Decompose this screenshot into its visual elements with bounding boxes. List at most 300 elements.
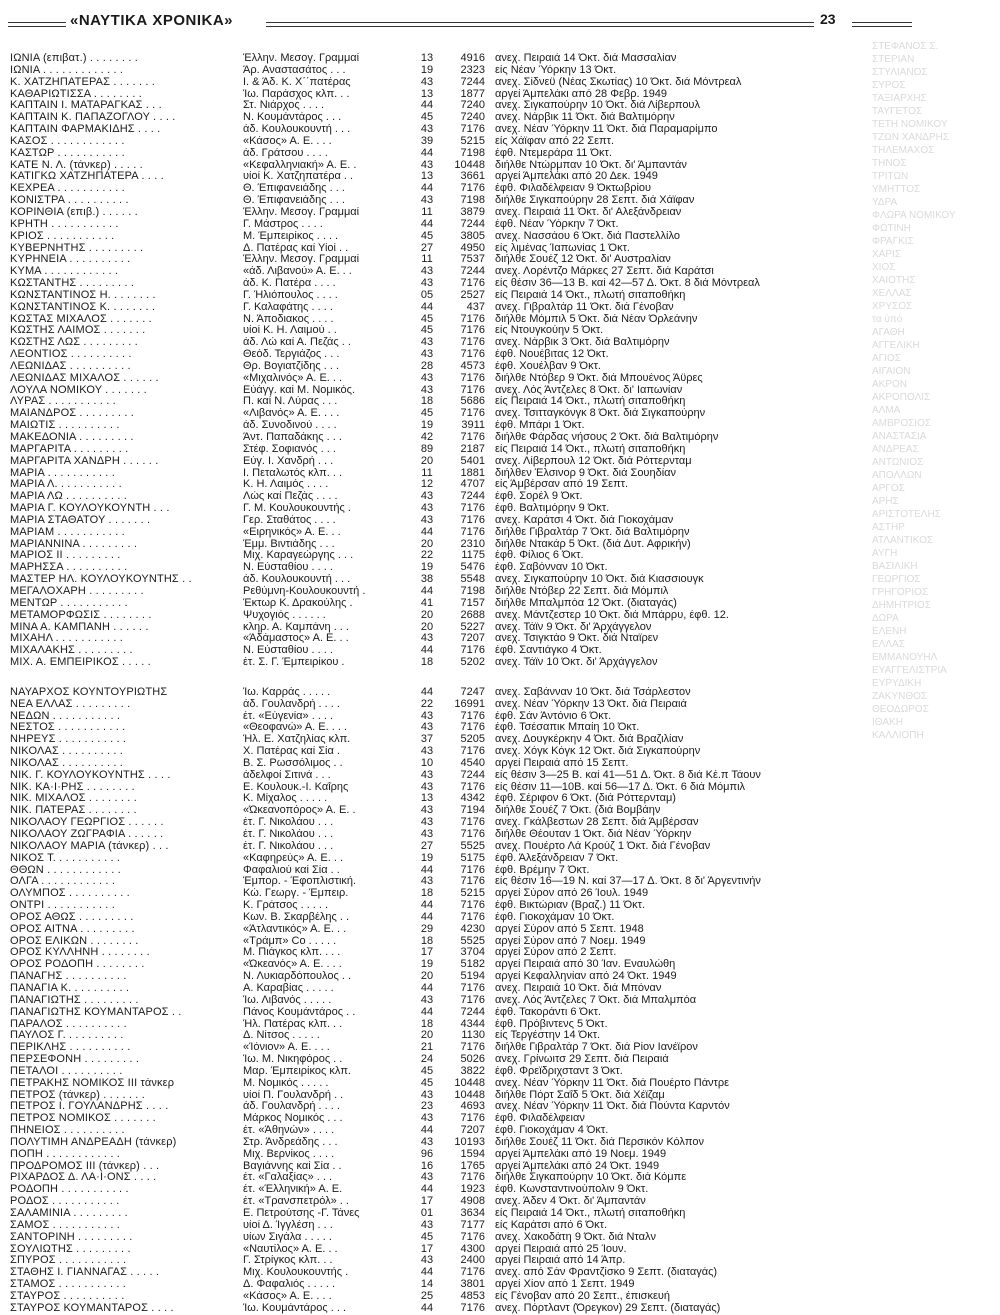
voyage-status: ανεχ. Λός Άντζελες 8 Όκτ. δι' Ιαπωνίαν bbox=[495, 384, 683, 396]
tonnage: 7176 bbox=[460, 1172, 485, 1184]
voyage-status: έφθ. Σαβόνναν 10 Όκτ. bbox=[495, 562, 608, 574]
tonnage: 7176 bbox=[460, 372, 485, 384]
owner-name: έτ. «Άθηνών» . . . . bbox=[243, 1125, 335, 1137]
flag-code: 44 bbox=[420, 1267, 434, 1279]
owner-name: Ίω. Μ. Νικηφόρος . . bbox=[243, 1054, 343, 1066]
flag-code: 19 bbox=[420, 64, 434, 76]
flag-code: 43 bbox=[420, 337, 434, 349]
ship-name: ΙΩΝΙΑ (επιβατ.) . . . . . . . . bbox=[10, 53, 138, 64]
owner-name: Ε. Πετρούτσης -Γ. Τάνες bbox=[243, 1208, 360, 1219]
voyage-status: ανεχ. από Σάν Φραντζίσκο 9 Σεπτ. (διαταγάς) bbox=[495, 1267, 718, 1279]
flag-code: 24 bbox=[420, 1054, 434, 1066]
tonnage: 7198 bbox=[460, 585, 485, 597]
bleed-line: ΤΗΛΕΜΑΧΟΣ bbox=[872, 145, 935, 156]
voyage-status: διήλθε Πόρτ Σαΐδ 5 Όκτ. διά Χέϊζαμ bbox=[495, 1089, 665, 1101]
tonnage: 7176 bbox=[460, 503, 485, 515]
owner-name: Ίω. Παράσχος κλπ. . . bbox=[243, 88, 350, 100]
tonnage: 3661 bbox=[460, 171, 485, 183]
table-row bbox=[10, 136, 890, 148]
flag-code: 05 bbox=[420, 289, 434, 301]
owner-name: «Ειρηνικός» Α. Ε. . . bbox=[243, 526, 341, 538]
owner-name: «Κάσος» Α. Ε. . . . bbox=[243, 135, 332, 147]
ship-name: ΚΥΡΗΝΕΙΑ . . . . . . . . . . bbox=[10, 254, 131, 266]
table-row bbox=[10, 468, 890, 480]
tonnage: 5175 bbox=[460, 852, 485, 864]
voyage-status: έφθ. Φιλαδέλφειαν bbox=[495, 1113, 585, 1125]
ship-name: ΝΙΚ. Γ. ΚΟΥΛΟΥΚΟΥΝΤΗΣ . . . . bbox=[10, 769, 171, 781]
tonnage: 7207 bbox=[460, 633, 485, 645]
tonnage: 7176 bbox=[460, 911, 485, 923]
tonnage: 7176 bbox=[460, 313, 485, 325]
voyage-status: διήλθε Σιγκαπούρην 28 Σεπτ. διά Χάϊφαν bbox=[495, 195, 695, 207]
flag-code: 45 bbox=[420, 313, 434, 325]
owner-name: Γ. Μ. Κουλουκουντής . bbox=[243, 503, 351, 515]
voyage-status: έφθ. Νουέβιτας 12 Όκτ. bbox=[495, 349, 609, 361]
flag-code: 42 bbox=[420, 432, 434, 443]
bleed-line: ΓΡΗΓΟΡΙΟΣ bbox=[872, 587, 929, 598]
table-row bbox=[10, 160, 890, 172]
ship-name: ΚΩΣΤΗΣ ΛΩΣ . . . . . . . . . bbox=[10, 337, 138, 349]
table-row bbox=[10, 841, 890, 853]
table-row bbox=[10, 77, 890, 89]
owner-name: Ν. Κουμάντάρος . . . bbox=[243, 112, 342, 124]
owner-name: Στ. Νιάρχος . . . . bbox=[243, 100, 325, 112]
flag-code: 13 bbox=[420, 793, 434, 805]
flag-code: 13 bbox=[420, 53, 434, 64]
voyage-status: έφθ. Γιοκοχάμαν 10 Όκτ. bbox=[495, 911, 615, 923]
ship-name: ΠΑΝΑΓΗΣ . . . . . . . . . . bbox=[10, 971, 127, 983]
tonnage: 7157 bbox=[460, 597, 485, 609]
ship-name: ΜΑΡΓΑΡΙΤΑ ΧΑΝΔΡΗ . . . . . . bbox=[10, 455, 159, 467]
ship-name: ΚΑΠΤΑΙΝ ΦΑΡΜΑΚΙΔΗΣ . . . . bbox=[10, 124, 161, 136]
tonnage: 4707 bbox=[460, 479, 485, 491]
flag-code: 45 bbox=[420, 1077, 434, 1089]
ship-name: ΟΡΟΣ ΑΘΩΣ . . . . . . . . . bbox=[10, 911, 134, 923]
ship-name: ΠΑΡΑΛΟΣ . . . . . . . . . . bbox=[10, 1018, 127, 1030]
ship-name: ΜΕΝΤΩΡ . . . . . . . . . . . bbox=[10, 597, 128, 609]
table-row bbox=[10, 1232, 890, 1244]
bleed-line: ΤΗΝΟΣ bbox=[872, 158, 907, 169]
voyage-status: ανεχ. Άδεν 4 Όκτ. δι' Άμπαντάν bbox=[495, 1196, 646, 1208]
voyage-status: ανεχ. Σίδνεϋ (Νέας Σκωτίας) 10 Όκτ. διά Μόντρεαλ bbox=[495, 76, 742, 88]
ship-name: ΠΕΤΡΟΣ ΝΟΜΙΚΟΣ . . . . . . . bbox=[10, 1113, 156, 1125]
ship-name: ΠΑΥΛΟΣ Γ. . . . . . . . . . bbox=[10, 1030, 124, 1042]
ship-name: ΝΙΚΟΛΑΟΥ ΓΕΩΡΓΙΟΣ . . . . . . bbox=[10, 817, 164, 829]
table-row bbox=[10, 503, 890, 515]
table-row bbox=[10, 734, 890, 746]
bleed-line: ΤΕΤΗ ΝΟΜΙΚΟΥ bbox=[872, 119, 948, 130]
owner-name: έτ. «Έλληνική» Α. Ε. bbox=[243, 1184, 343, 1196]
flag-code: 43 bbox=[420, 76, 434, 88]
flag-code: 43 bbox=[420, 781, 434, 793]
header-rule-left bbox=[8, 22, 66, 27]
owner-name: Έκτωρ Κ. Δρακούλης . bbox=[243, 597, 353, 609]
owner-name: Μ. Έμπειρίκος . . . . bbox=[243, 230, 339, 242]
tonnage: 7176 bbox=[460, 781, 485, 793]
ship-name: ΠΕΤΑΛΟΙ . . . . . . . . . . bbox=[10, 1065, 123, 1077]
tonnage: 7176 bbox=[460, 1267, 485, 1279]
table-row bbox=[10, 278, 890, 290]
voyage-status: αργεί Άμπελάκι από 19 Νοεμ. 1949 bbox=[495, 1148, 667, 1160]
bleed-line: ΦΡΑΓΚΙΣ bbox=[872, 236, 914, 247]
ship-name: ΛΕΟΝΤΙΟΣ . . . . . . . . . . bbox=[10, 349, 132, 361]
table-row bbox=[10, 888, 890, 900]
tonnage: 7537 bbox=[460, 254, 485, 266]
voyage-status: έφθ. Ντεμεράρα 11 Όκτ. bbox=[495, 147, 612, 159]
tonnage: 2323 bbox=[460, 64, 485, 76]
ship-name: ΜΙΧΑΛΑΚΗΣ . . . . . . . . . bbox=[10, 645, 133, 657]
voyage-status: αργεί Χίον από 1 Σεπτ. 1949 bbox=[495, 1279, 635, 1291]
owner-name: Μ. Νομικός . . . . . bbox=[243, 1077, 329, 1089]
bleed-line: ΑΙΓΑΙΟΝ bbox=[872, 366, 911, 377]
tonnage: 7176 bbox=[460, 982, 485, 994]
ship-name: ΚΑΣΟΣ . . . . . . . . . . . . bbox=[10, 135, 125, 147]
bleed-line: ΧΡΥΣΟΣ bbox=[872, 301, 913, 312]
tonnage: 7176 bbox=[460, 1042, 485, 1054]
voyage-status: ανεχ. Νάρβικ 11 Όκτ. διά Βαλτιμόρην bbox=[495, 112, 675, 124]
table-row bbox=[10, 444, 890, 456]
bleed-line: ΕΥΡΥΔΙΚΗ bbox=[872, 678, 922, 689]
flag-code: 43 bbox=[420, 829, 434, 840]
tonnage: 7176 bbox=[460, 994, 485, 1006]
tonnage: 1877 bbox=[460, 88, 485, 100]
flag-code: 20 bbox=[420, 538, 434, 550]
voyage-status: ανεχ. Πειραιά 11 Όκτ. δι' Αλεξάνδρειαν bbox=[495, 206, 682, 218]
tonnage: 3805 bbox=[460, 230, 485, 242]
flag-code: 01 bbox=[420, 1208, 434, 1219]
bleed-line: ΑΚΡΟΝ bbox=[872, 379, 908, 390]
voyage-status: ανεχ. Τσιτταγκόνγκ 8 Όκτ. διά Σιγκαπούρην bbox=[495, 408, 706, 420]
voyage-status: ανεχ. Τάϊν 10 Όκτ. δι' Άρχάγγελον bbox=[495, 657, 658, 669]
table-row bbox=[10, 770, 890, 782]
owner-name: άδ. Λώ καί Α. Πεζάς . . bbox=[243, 337, 351, 349]
owner-name: Ν. Άποδιακος . . . . bbox=[243, 313, 334, 325]
flag-code: 18 bbox=[420, 1018, 434, 1030]
tonnage: 7176 bbox=[460, 829, 485, 840]
flag-code: 43 bbox=[420, 514, 434, 526]
tonnage: 10448 bbox=[454, 1077, 485, 1089]
owner-name: Ήλ. Πατέρας κλπ. . . bbox=[243, 1018, 343, 1030]
tonnage: 4342 bbox=[460, 793, 485, 805]
ship-name: ΜΙΧΑΗΛ . . . . . . . . . . . bbox=[10, 633, 124, 645]
owner-name: έτ. «Γαλαξίας» . . . bbox=[243, 1172, 333, 1184]
owner-name: Γερ. Σταθάτος . . . . bbox=[243, 514, 336, 526]
tonnage: 5202 bbox=[460, 657, 485, 669]
flag-code: 43 bbox=[420, 876, 434, 888]
voyage-status: είς Πειραιά 14 Όκτ., πλωτή σιταποθήκη bbox=[495, 443, 686, 455]
voyage-status: είς Ντουγκούην 5 Όκτ. bbox=[495, 325, 604, 337]
table-row bbox=[10, 900, 890, 912]
voyage-status: ανεχ. Σιγκαπούρην 10 Όκτ. διά Κιασσιουγκ bbox=[495, 574, 704, 586]
table-row bbox=[10, 1066, 890, 1078]
ship-name: ΚΩΣΤΑΣ ΜΙΧΑΛΟΣ . . . . . . . bbox=[10, 313, 152, 325]
flag-code: 43 bbox=[420, 1089, 434, 1101]
flag-code: 22 bbox=[420, 698, 434, 710]
voyage-status: είς θέσιν 16—19 Ν. καί 37—17 Δ. Όκτ. 8 δι' Άργεντινήν bbox=[495, 876, 761, 888]
table-row bbox=[10, 746, 890, 758]
ship-name: ΣΑΛΑΜΙΝΙΑ . . . . . . . . . bbox=[10, 1208, 128, 1219]
flag-code: 43 bbox=[420, 124, 434, 136]
table-row bbox=[10, 817, 890, 829]
bleed-line: ΦΩΤΙΝΗ bbox=[872, 223, 911, 234]
table-row bbox=[10, 1161, 890, 1173]
owner-name: Στρ. Άνδρεάδης . . . bbox=[243, 1136, 338, 1148]
page-number: 23 bbox=[820, 11, 836, 27]
tonnage: 7244 bbox=[460, 1006, 485, 1018]
voyage-status: έφθ. Νέαν Ύόρκην 7 Όκτ. bbox=[495, 218, 619, 230]
voyage-status: είς Νέαν Ύόρκην 13 Όκτ. bbox=[495, 64, 617, 76]
voyage-status: έφθ. Βαλτιμόρην 9 Όκτ. bbox=[495, 503, 610, 515]
voyage-status: αργεί Κεφαλληνίαν από 24 Όκτ. 1949 bbox=[495, 971, 677, 983]
flag-code: 44 bbox=[420, 982, 434, 994]
tonnage: 7176 bbox=[460, 325, 485, 337]
owner-name: Εύγ. Ι. Χανδρή . . . bbox=[243, 455, 334, 467]
owner-name: Ν. Λυκιαρδόπουλος . . bbox=[243, 971, 352, 983]
ship-name: ΠΕΤΡΑΚΗΣ ΝΟΜΙΚΟΣ ΙΙΙ τάνκερ bbox=[10, 1077, 175, 1089]
ship-name: ΠΑΝΑΓΙΑ Κ. . . . . . . . . . bbox=[10, 982, 130, 994]
voyage-status: αργεί Πειραιά από 25 Ίουν. bbox=[495, 1243, 627, 1255]
owner-name: κληρ. Α. Καμπάνη . . . bbox=[243, 621, 349, 633]
ship-name: ΛΥΡΑΣ . . . . . . . . . . . bbox=[10, 396, 116, 408]
voyage-status: έφθ. Βρέμην 7 Όκτ. bbox=[495, 864, 590, 876]
flag-code: 43 bbox=[420, 746, 434, 758]
voyage-status: είς θέσιν 11—10Β. καί 56—17 Δ. Όκτ. 6 διά Μόμπιλ bbox=[495, 781, 746, 793]
owner-name: Ίω. Λιβανός . . . . . bbox=[243, 994, 332, 1006]
tonnage: 7176 bbox=[460, 349, 485, 361]
owner-name: «Λιβανός» Α. Ε. . . . bbox=[243, 408, 340, 420]
flag-code: 44 bbox=[420, 1302, 434, 1314]
table-row bbox=[10, 1267, 890, 1279]
table-row bbox=[10, 53, 890, 65]
owner-name: Γ. Στρίγκος κλπ. . . bbox=[243, 1255, 333, 1267]
tonnage: 7194 bbox=[460, 805, 485, 817]
flag-code: 43 bbox=[420, 384, 434, 396]
table-row bbox=[10, 1019, 890, 1031]
ship-name: ΝΕΔΩΝ . . . . . . . . . . . bbox=[10, 710, 121, 722]
ship-name: ΚΩΝΣΤΑΝΤΙΝΟΣ Η. . . . . . . . bbox=[10, 289, 156, 301]
table-row bbox=[10, 971, 890, 983]
tonnage: 7176 bbox=[460, 526, 485, 538]
bleed-line: ΒΑΣΙΛΙΚΗ bbox=[872, 561, 918, 572]
flag-code: 44 bbox=[420, 645, 434, 657]
flag-code: 45 bbox=[420, 325, 434, 337]
tonnage: 7240 bbox=[460, 100, 485, 112]
ship-name: ΝΙΚΟΣ Τ. . . . . . . . . . . bbox=[10, 852, 121, 864]
voyage-status: διήλθε Σουέζ 7 Όκτ. (διά Βομβάην bbox=[495, 805, 661, 817]
owner-name: «Ίόνιον» Α. Ε. . . . bbox=[243, 1042, 330, 1054]
voyage-status: διήλθε Σουέζ 12 Όκτ. δι' Αυστραλίαν bbox=[495, 254, 671, 266]
owner-name: Δ. Πατέρας καί Υίοί . . bbox=[243, 242, 349, 254]
flag-code: 17 bbox=[420, 947, 434, 959]
voyage-status: διήλθε Μπαλμπόα 12 Όκτ. (διαταγάς) bbox=[495, 597, 677, 609]
ship-name: ΚΡΗΤΗ . . . . . . . . . . . bbox=[10, 218, 119, 230]
owner-name: Θεόδ. Τεργιάζος . . . bbox=[243, 349, 340, 361]
tonnage: 5476 bbox=[460, 562, 485, 574]
voyage-status: είς Πειραιά 14 Όκτ., πλωτή σιταποθήκη bbox=[495, 1208, 686, 1219]
table-row bbox=[10, 782, 890, 794]
header-rule-right bbox=[266, 22, 814, 27]
ship-name: ΣΑΜΟΣ . . . . . . . . . . . bbox=[10, 1219, 120, 1231]
ship-name: ΝΙΚ. ΠΑΤΕΡΑΣ . . . . . . . . bbox=[10, 805, 137, 817]
tonnage: 5205 bbox=[460, 734, 485, 746]
owner-name: Ίω. Καρράς . . . . . bbox=[243, 686, 331, 698]
bleed-line: ΘΕΟΔΩΡΟΣ bbox=[872, 704, 929, 715]
owner-name: Μιχ. Κουλουκουντής . bbox=[243, 1267, 349, 1279]
voyage-status: αργεί Πειραιά από 15 Σεπτ. bbox=[495, 757, 629, 769]
ship-name: ΛΕΩΝΙΔΑΣ ΜΙΧΑΛΟΣ . . . . . . bbox=[10, 372, 159, 384]
tonnage: 4916 bbox=[460, 53, 485, 64]
voyage-status: ανεχ. Γιβραλτάρ 11 Όκτ. διά Γένοβαν bbox=[495, 301, 674, 313]
owner-name: έτ. Γ. Νικολάου . . . bbox=[243, 829, 334, 840]
ship-name: ΠΗΝΕΙΟΣ . . . . . . . . . . bbox=[10, 1125, 125, 1137]
tonnage: 7176 bbox=[460, 1231, 485, 1243]
flag-code: 44 bbox=[420, 526, 434, 538]
ship-name: ΚΑΠΤΑΙΝ Ι. ΜΑΤΑΡΑΓΚΑΣ . . . bbox=[10, 100, 162, 112]
owner-name: «Μιχαλινός» Α. Ε. . . bbox=[243, 372, 343, 384]
voyage-status: ανεχ. Νέαν Ύόρκην 11 Όκτ. διά Πουέρτο Πάντρε bbox=[495, 1077, 730, 1089]
table-row bbox=[10, 1184, 890, 1196]
voyage-status: είς Χάϊφαν από 22 Σεπτ. bbox=[495, 135, 615, 147]
voyage-status: διήλθε Σιγκαπούρην 10 Όκτ. διά Κόμπε bbox=[495, 1172, 687, 1184]
flag-code: 44 bbox=[420, 686, 434, 698]
ship-name: ΝΗΡΕΥΣ . . . . . . . . . . . bbox=[10, 734, 127, 746]
tonnage: 7176 bbox=[460, 1113, 485, 1125]
bleed-line: ΧΙΟΣ bbox=[872, 262, 896, 273]
tonnage: 1130 bbox=[461, 1030, 485, 1042]
table-row bbox=[10, 539, 890, 551]
table-row bbox=[10, 562, 890, 574]
tonnage: 7207 bbox=[460, 1125, 485, 1137]
owner-name: Ε. Κουλουκ.-Ι. Καΐρης bbox=[243, 781, 349, 793]
tonnage: 7176 bbox=[460, 514, 485, 526]
owner-name: Έλλην. Μεσογ. Γραμμαί bbox=[243, 254, 360, 266]
tonnage: 1594 bbox=[460, 1148, 485, 1160]
bleed-line: ΑΚΡΟΠΟΛΙΣ bbox=[872, 392, 931, 403]
voyage-status: ανεχ. Χακοδάτη 9 Όκτ. διά Νταλν bbox=[495, 1231, 656, 1243]
owner-name: Κ. Η. Λαιμός . . . . bbox=[243, 479, 329, 491]
owner-name: Μ. Πιάγκος κλπ. . . . bbox=[243, 947, 341, 959]
owner-name: Ν. Εύσταθίου . . . . bbox=[243, 562, 333, 574]
bleed-line: ΑΡΙΣΤΟΤΕΛΗΣ bbox=[872, 509, 941, 520]
tonnage: 7176 bbox=[460, 432, 485, 443]
flag-code: 18 bbox=[420, 657, 434, 669]
owner-name: έτ. Γ. Νικολάου . . . bbox=[243, 817, 334, 829]
voyage-status: έφθ. Φίλιος 6 Όκτ. bbox=[495, 550, 584, 562]
voyage-status: αργεί Σύρον από 5 Σεπτ. 1948 bbox=[495, 923, 644, 935]
flag-code: 18 bbox=[420, 396, 434, 408]
voyage-status: διήλθε Ντόβερ 9 Όκτ. διά Μπουένος Άϋρες bbox=[495, 372, 703, 384]
voyage-status: ανεχ. Λός Άντζελες 7 Όκτ. διά Μπαλμπόα bbox=[495, 994, 697, 1006]
owner-name: Θρ. Βογιατζίδης . . . bbox=[243, 360, 340, 372]
ship-name: ΣΟΥΛΙΩΤΗΣ . . . . . . . . . bbox=[10, 1243, 131, 1255]
ship-name: ΘΘΩΝ . . . . . . . . . . . . bbox=[10, 864, 121, 876]
ship-name: ΜΑΡΙΑ ΣΤΑΘΑΤΟΥ . . . . . . . bbox=[10, 514, 151, 526]
tonnage: 7177 bbox=[460, 1219, 485, 1231]
tonnage: 5182 bbox=[460, 959, 485, 971]
flag-code: 43 bbox=[420, 491, 434, 503]
ship-name: ΝΙΚ. ΚΑ·Ι·ΡΗΣ . . . . . . . . bbox=[10, 781, 135, 793]
voyage-status: ανεχ. Καράτσι 4 Όκτ. διά Γιοκοχάμαν bbox=[495, 514, 674, 526]
tonnage: 7244 bbox=[460, 76, 485, 88]
tonnage: 4573 bbox=[460, 360, 485, 372]
ship-name: ΝΙΚΟΛΑΟΥ ΖΩΓΡΑΦΙΑ . . . . . . bbox=[10, 829, 164, 840]
table-row bbox=[10, 876, 890, 888]
owner-name: «Θεοφανώ» Α. Ε. . . . bbox=[243, 722, 348, 734]
owner-name: «Τράμπ» Co . . . . . bbox=[243, 935, 337, 947]
flag-code: 44 bbox=[420, 1184, 434, 1196]
ship-name: ΝΑΥΑΡΧΟΣ ΚΟΥΝΤΟΥΡΙΩΤΗΣ bbox=[10, 686, 168, 698]
tonnage: 7244 bbox=[460, 266, 485, 278]
ship-name: ΚΑΠΤΑΙΝ Κ. ΠΑΠΑΖΟΓΛΟΥ . . . . bbox=[10, 112, 176, 124]
table-row bbox=[10, 912, 890, 924]
owner-name: Μιχ. Καραγεώργης . . . bbox=[243, 550, 354, 562]
table-row bbox=[10, 207, 890, 219]
bleed-line: ΧΑΙΟΤΗΣ bbox=[872, 275, 916, 286]
tonnage: 3634 bbox=[460, 1208, 485, 1219]
table-row bbox=[10, 1054, 890, 1066]
owner-name: έτ. «Εύγενία» . . . . bbox=[243, 710, 334, 722]
bleed-line: ΣΤΥΛΙΑΝΟΣ bbox=[872, 67, 928, 78]
journal-title: «ΝΑΥΤΙΚΑ ΧΡΟΝΙΚΑ» bbox=[70, 12, 233, 29]
tonnage: 7176 bbox=[460, 124, 485, 136]
voyage-status: ανεχ. Πειραιά 10 Όκτ. διά Μπόναν bbox=[495, 982, 662, 994]
ship-name: ΠΕΤΡΟΣ Ι. ΓΟΥΛΑΝΔΡΗΣ . . . . bbox=[10, 1101, 169, 1113]
owner-name: άδ. Γουλανδρή . . . . bbox=[243, 1101, 340, 1113]
ship-name: ΡΟΔΟΣ . . . . . . . . . . . bbox=[10, 1196, 120, 1208]
ship-name: ΠΑΝΑΓΙΩΤΗΣ . . . . . . . . . bbox=[10, 994, 139, 1006]
ship-name: ΟΝΤΡΙ . . . . . . . . . . . bbox=[10, 900, 115, 912]
tonnage: 7244 bbox=[460, 491, 485, 503]
page-header bbox=[8, 10, 968, 36]
owner-name: «Κεφαλληνιακή» Α. Ε. . bbox=[243, 159, 357, 171]
bleed-line: ΔΩΡΑ bbox=[872, 613, 899, 624]
tonnage: 5215 bbox=[460, 135, 485, 147]
ship-name: ΜΑΡΓΑΡΙΤΑ . . . . . . . . . bbox=[10, 443, 129, 455]
table-row bbox=[10, 1030, 890, 1042]
tonnage: 5194 bbox=[460, 971, 485, 983]
voyage-status: ανεχ. Πόρτλαντ (Όρεγκον) 29 Σεπτ. (διαταγάς) bbox=[495, 1302, 721, 1314]
voyage-status: έφθ. Φιλαδέλφειαν 9 Όκτωβρίου bbox=[495, 183, 652, 195]
ship-name: ΚΩΣΤΗΣ ΛΑΙΜΟΣ . . . . . . . bbox=[10, 325, 146, 337]
voyage-status: έφθ. Σαντιάγκο 4 Όκτ. bbox=[495, 645, 602, 657]
table-row bbox=[10, 420, 890, 432]
voyage-status: αργεί Άμπελάκι από 28 Φεβρ. 1949 bbox=[495, 88, 668, 100]
voyage-status: είς Καράτσι από 6 Όκτ. bbox=[495, 1219, 608, 1231]
flag-code: 16 bbox=[420, 1160, 434, 1172]
tonnage: 1175 bbox=[461, 550, 485, 562]
flag-code: 12 bbox=[420, 479, 434, 491]
table-row bbox=[10, 610, 890, 622]
flag-code: 44 bbox=[420, 183, 434, 195]
voyage-status: ανεχ. Πουέρτο Λά Κρούζ 1 Όκτ. διά Γένοβαν bbox=[495, 840, 711, 852]
flag-code: 45 bbox=[420, 1065, 434, 1077]
voyage-status: διήλθε Φάρδας νήσους 2 Όκτ. διά Βαλτιμόρην bbox=[495, 432, 719, 443]
bleed-line: τα ύπό bbox=[872, 314, 903, 325]
tonnage: 4908 bbox=[460, 1196, 485, 1208]
table-row bbox=[10, 699, 890, 711]
table-row bbox=[10, 325, 890, 337]
tonnage: 7176 bbox=[460, 710, 485, 722]
ship-name: ΚΑΣΤΩΡ . . . . . . . . . . . bbox=[10, 147, 125, 159]
bleed-line: ΥΔΡΑ bbox=[872, 197, 898, 208]
ship-name: ΟΡΟΣ ΑΙΤΝΑ . . . . . . . . . bbox=[10, 923, 135, 935]
owner-name: Λώς καί Πεζάς . . . . bbox=[243, 491, 338, 503]
flag-code: 43 bbox=[420, 633, 434, 645]
flag-code: 43 bbox=[420, 278, 434, 290]
tonnage: 10448 bbox=[454, 159, 485, 171]
table-row bbox=[10, 1090, 890, 1102]
tonnage: 2527 bbox=[460, 289, 485, 301]
